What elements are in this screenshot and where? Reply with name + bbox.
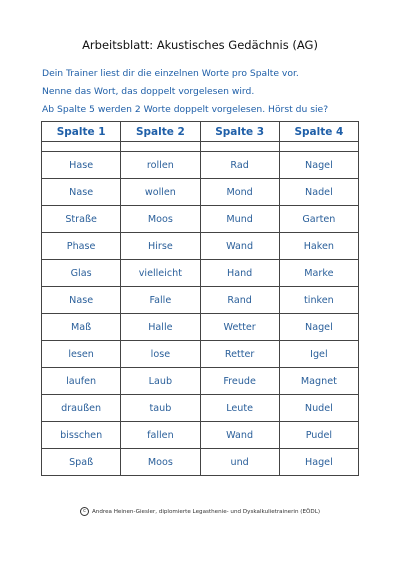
table-cell: Marke <box>279 260 358 287</box>
table-cell: laufen <box>42 368 121 395</box>
table-row <box>42 341 359 368</box>
table-cell: Glas <box>42 260 121 287</box>
table-cell: taub <box>121 395 200 422</box>
table-cell: Garten <box>279 206 358 233</box>
table-cell: Halle <box>121 314 200 341</box>
table-cell: Nadel <box>279 179 358 206</box>
table-cell: Haken <box>279 233 358 260</box>
table-cell: Nagel <box>279 152 358 179</box>
table-row <box>42 233 359 260</box>
table-row <box>42 152 359 179</box>
table-row <box>42 179 359 206</box>
table-cell: Leute <box>200 395 279 422</box>
table-cell: Wand <box>200 422 279 449</box>
column-header-1: Spalte 1 <box>42 122 121 142</box>
table-cell: bisschen <box>42 422 121 449</box>
table-cell: Nase <box>42 287 121 314</box>
table-row <box>42 260 359 287</box>
table-row <box>42 368 359 395</box>
table-cell: Igel <box>279 341 358 368</box>
table-cell: Laub <box>121 368 200 395</box>
table-cell: lose <box>121 341 200 368</box>
table-cell: Phase <box>42 233 121 260</box>
table-row <box>42 206 359 233</box>
table-cell: Freude <box>200 368 279 395</box>
table-cell: Hase <box>42 152 121 179</box>
table-cell: Hagel <box>279 449 358 476</box>
table-cell: Moos <box>121 206 200 233</box>
copyright-icon: c <box>80 507 89 516</box>
table-cell: tinken <box>279 287 358 314</box>
column-header-3: Spalte 3 <box>200 122 279 142</box>
table-cell: Magnet <box>279 368 358 395</box>
table-cell: fallen <box>121 422 200 449</box>
table-cell: Nudel <box>279 395 358 422</box>
table-row <box>42 287 359 314</box>
table-cell: Nase <box>42 179 121 206</box>
table-cell: rollen <box>121 152 200 179</box>
word-table <box>41 121 359 476</box>
column-header-2: Spalte 2 <box>121 122 200 142</box>
table-cell: vielleicht <box>121 260 200 287</box>
table-row <box>42 395 359 422</box>
instruction-line-3: Ab Spalte 5 werden 2 Worte doppelt vorgelesen. Hörst du sie? <box>42 104 329 115</box>
table-row <box>42 314 359 341</box>
table-cell: wollen <box>121 179 200 206</box>
table-cell: Wetter <box>200 314 279 341</box>
table-cell: Hand <box>200 260 279 287</box>
worksheet-title: Arbeitsblatt: Akustisches Gedächnis (AG) <box>82 38 318 52</box>
table-cell: Mund <box>200 206 279 233</box>
table-cell: Mond <box>200 179 279 206</box>
table-cell: Nagel <box>279 314 358 341</box>
column-header-4: Spalte 4 <box>279 122 358 142</box>
table-cell: Falle <box>121 287 200 314</box>
table-cell: Spaß <box>42 449 121 476</box>
table-cell: Wand <box>200 233 279 260</box>
table-row <box>42 422 359 449</box>
table-cell: Rad <box>200 152 279 179</box>
table-cell: Retter <box>200 341 279 368</box>
table-spacer-row <box>42 142 359 152</box>
table-header-row <box>42 122 359 142</box>
table-cell: Moos <box>121 449 200 476</box>
table-cell: Hirse <box>121 233 200 260</box>
table-cell: lesen <box>42 341 121 368</box>
instruction-line-2: Nenne das Wort, das doppelt vorgelesen wird. <box>42 86 255 97</box>
table-cell: Pudel <box>279 422 358 449</box>
footer <box>0 507 400 516</box>
footer-text: Andrea Heinen-Giesler, diplomierte Legasthenie- und Dyskalkulietrainerin (EÖDL) <box>91 509 321 515</box>
table-cell: draußen <box>42 395 121 422</box>
table-cell: und <box>200 449 279 476</box>
table-cell: Straße <box>42 206 121 233</box>
instruction-line-1: Dein Trainer liest dir die einzelnen Worte pro Spalte vor. <box>42 68 299 79</box>
table-cell: Rand <box>200 287 279 314</box>
table-cell: Maß <box>42 314 121 341</box>
table-row <box>42 449 359 476</box>
